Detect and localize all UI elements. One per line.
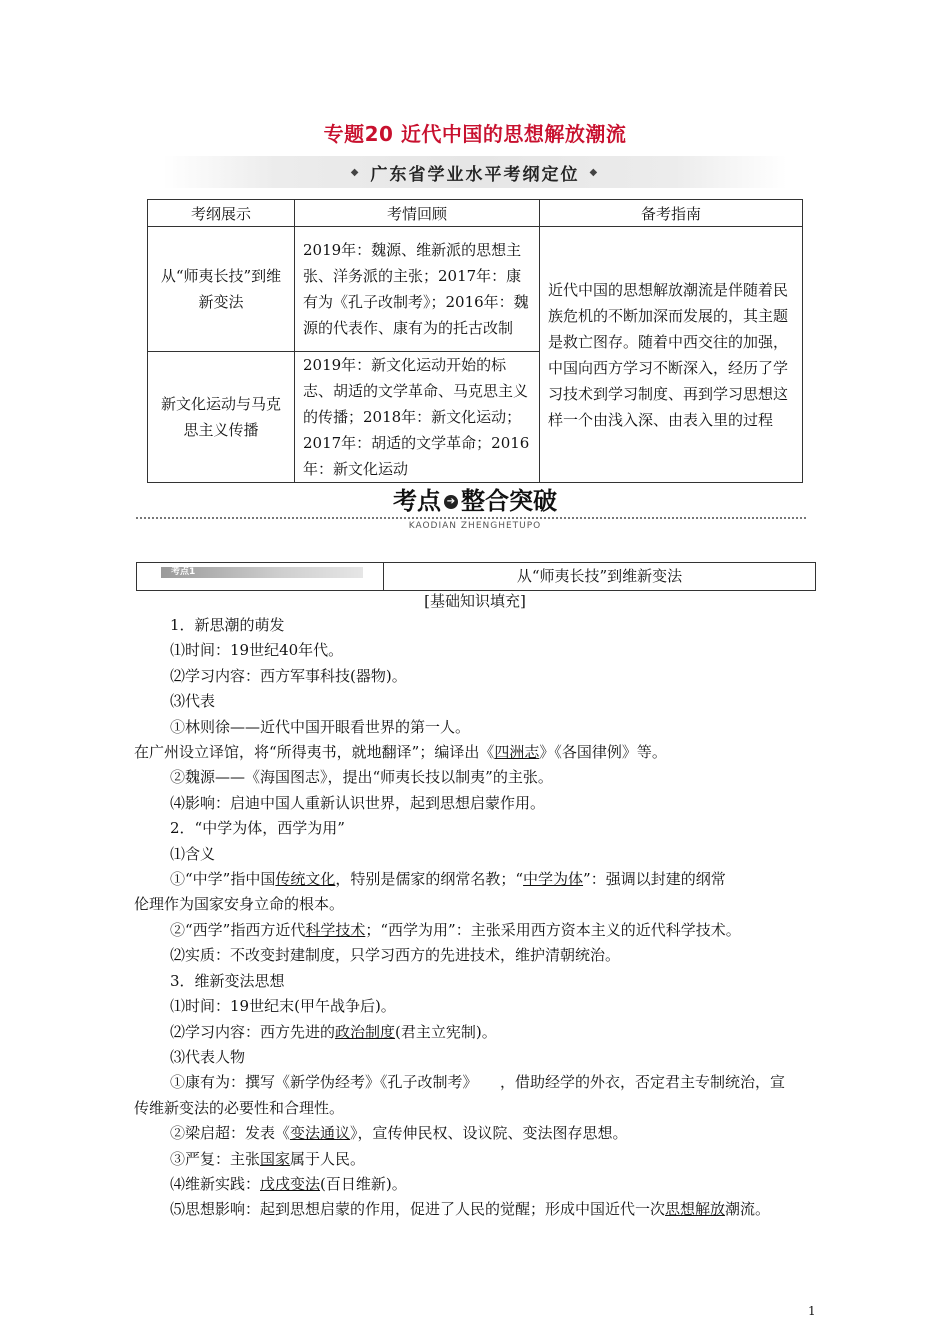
text-span: ⑵学习内容：西方先进的 bbox=[170, 1022, 336, 1041]
underlined-term: 中学为体 bbox=[523, 870, 584, 889]
text-line bbox=[170, 1172, 830, 1197]
text-span: (君主立宪制)。 bbox=[395, 1022, 497, 1041]
text-span: (百日维新)。 bbox=[320, 1174, 407, 1193]
heading-line: 3．维新变法思想 bbox=[170, 971, 285, 990]
table-header: 备考指南 bbox=[540, 200, 803, 227]
text-line: ⑶代表人物 bbox=[170, 1047, 246, 1066]
text-span: ③严复：主张 bbox=[170, 1149, 261, 1168]
text-line: 伦理作为国家安身立命的根本。 bbox=[134, 895, 345, 914]
text-line: ①林则徐——近代中国开眼看世界的第一人。 bbox=[170, 717, 471, 736]
table-header: 考纲展示 bbox=[148, 200, 295, 227]
arrow-icon: ➔ bbox=[444, 495, 458, 509]
text-line: ⑶代表 bbox=[170, 692, 216, 711]
kaodian-tag-cell bbox=[137, 563, 384, 590]
underlined-term: 传统文化 bbox=[275, 870, 336, 889]
kaodian-tag: 考点1 bbox=[161, 567, 363, 578]
kaodian-box bbox=[136, 562, 816, 591]
underlined-term: 科学技术 bbox=[305, 920, 366, 939]
diamond-icon: ◆ bbox=[350, 166, 361, 178]
text-span: 在广州设立译馆，将“所得夷书，就地翻译”；编译出《 bbox=[134, 743, 495, 762]
text-span: ”：强调以封建的纲常 bbox=[583, 870, 726, 889]
underlined-term: 政治制度 bbox=[335, 1022, 396, 1041]
guide-cell: 近代中国的思想解放潮流是伴随着民族危机的不断加深而发展的，其主题是救亡图存。随着中西交往的加强，中国向西方学习不断深入，经历了学习技术到学习制度、再到学习思想这样一个由浅入深、由表入里的过程 bbox=[540, 227, 803, 483]
review-cell: 2019年：新文化运动开始的标志、胡适的文学革命、马克思主义的传播；2018年：新文化运动；2017年：胡适的文学革命；2016年：新文化运动 bbox=[295, 352, 540, 483]
underlined-term: 戊戌变法 bbox=[260, 1174, 321, 1193]
text-span: 属于人民。 bbox=[290, 1149, 366, 1168]
text-span: ，特别是儒家的纲常名教；“ bbox=[335, 870, 524, 889]
section-pinyin bbox=[0, 513, 950, 532]
underlined-term: 国家 bbox=[260, 1149, 291, 1168]
kaodian-title: 从“师夷长技”到维新变法 bbox=[516, 567, 683, 585]
text-span: ②“西学”指西方近代 bbox=[170, 920, 306, 939]
text-line: ⑴含义 bbox=[170, 844, 216, 863]
text-line bbox=[170, 1197, 830, 1222]
text-line: ⑴时间：19世纪末(甲午战争后)。 bbox=[170, 997, 396, 1016]
topic-cell: 新文化运动与马克思主义传播 bbox=[148, 352, 295, 483]
banner-text: 广东省学业水平考纲定位 bbox=[370, 164, 580, 185]
section-header-left: 考点 bbox=[393, 487, 441, 515]
section-header-right: 整合突破 bbox=[461, 487, 557, 515]
text-line: ①康有为：撰写《新学伪经考》《孔子改制考》 ，借助经学的外衣，否定君主专制统治，宣 bbox=[170, 1073, 786, 1092]
text-line: ②魏源——《海国图志》，提出“师夷长技以制夷”的主张。 bbox=[170, 768, 553, 787]
heading-line: 1．新思潮的萌发 bbox=[170, 616, 285, 634]
section-banner bbox=[163, 156, 787, 188]
text-span: ⑷维新实践： bbox=[170, 1174, 261, 1193]
text-line bbox=[170, 1147, 830, 1172]
syllabus-table bbox=[147, 199, 803, 483]
text-span: ①“中学”指中国 bbox=[170, 870, 276, 889]
text-span: 》《各国律例》等。 bbox=[539, 743, 667, 762]
text-line: ⑴时间：19世纪40年代。 bbox=[170, 641, 344, 660]
topic-cell: 从“师夷长技”到维新变法 bbox=[148, 227, 295, 352]
table-row bbox=[148, 227, 803, 352]
page-title: 专题20 近代中国的思想解放潮流 bbox=[323, 122, 627, 146]
text-span: 潮流。 bbox=[725, 1200, 771, 1219]
text-line: ⑵学习内容：西方军事科技(器物)。 bbox=[170, 666, 407, 685]
diamond-icon: ◆ bbox=[589, 166, 600, 178]
text-span: 》，宣传伸民权、设议院、变法图存思想。 bbox=[350, 1124, 628, 1143]
heading-line: 2．“中学为体，西学为用” bbox=[170, 819, 345, 838]
text-line: ⑷影响：启迪中国人重新认识世界，起到思想启蒙作用。 bbox=[170, 793, 546, 812]
subheading: [基础知识填充] bbox=[424, 592, 526, 610]
text-span: ⑸思想影响：起到思想启蒙的作用，促进了人民的觉醒；形成中国近代一次 bbox=[170, 1200, 666, 1219]
section-header bbox=[0, 481, 950, 516]
text-line: 传维新变法的必要性和合理性。 bbox=[134, 1098, 345, 1117]
text-line bbox=[170, 1020, 830, 1045]
table-header: 考情回顾 bbox=[295, 200, 540, 227]
underlined-term: 思想解放 bbox=[665, 1200, 726, 1219]
review-cell: 2019年：魏源、维新派的思想主张、洋务派的主张；2017年：康有为《孔子改制考》；2016年：魏源的代表作、康有为的托古改制 bbox=[295, 227, 540, 352]
text-span: ②梁启超：发表《 bbox=[170, 1124, 291, 1143]
text-span: ；“西学为用”：主张采用西方资本主义的近代科学技术。 bbox=[365, 920, 741, 939]
table-header-row bbox=[148, 200, 803, 227]
content-body bbox=[134, 613, 830, 1223]
text-line bbox=[170, 1121, 830, 1146]
text-line bbox=[170, 867, 830, 892]
text-line bbox=[170, 918, 830, 943]
pinyin-text: KAODIAN ZHENGHETUPO bbox=[405, 521, 546, 531]
underlined-term: 四洲志 bbox=[494, 743, 540, 762]
underlined-term: 变法通议 bbox=[290, 1124, 351, 1143]
text-line: ⑵实质：不改变封建制度，只学习西方的先进技术，维护清朝统治。 bbox=[170, 946, 621, 965]
text-line bbox=[134, 740, 830, 765]
page-number: 1 bbox=[808, 1304, 816, 1318]
